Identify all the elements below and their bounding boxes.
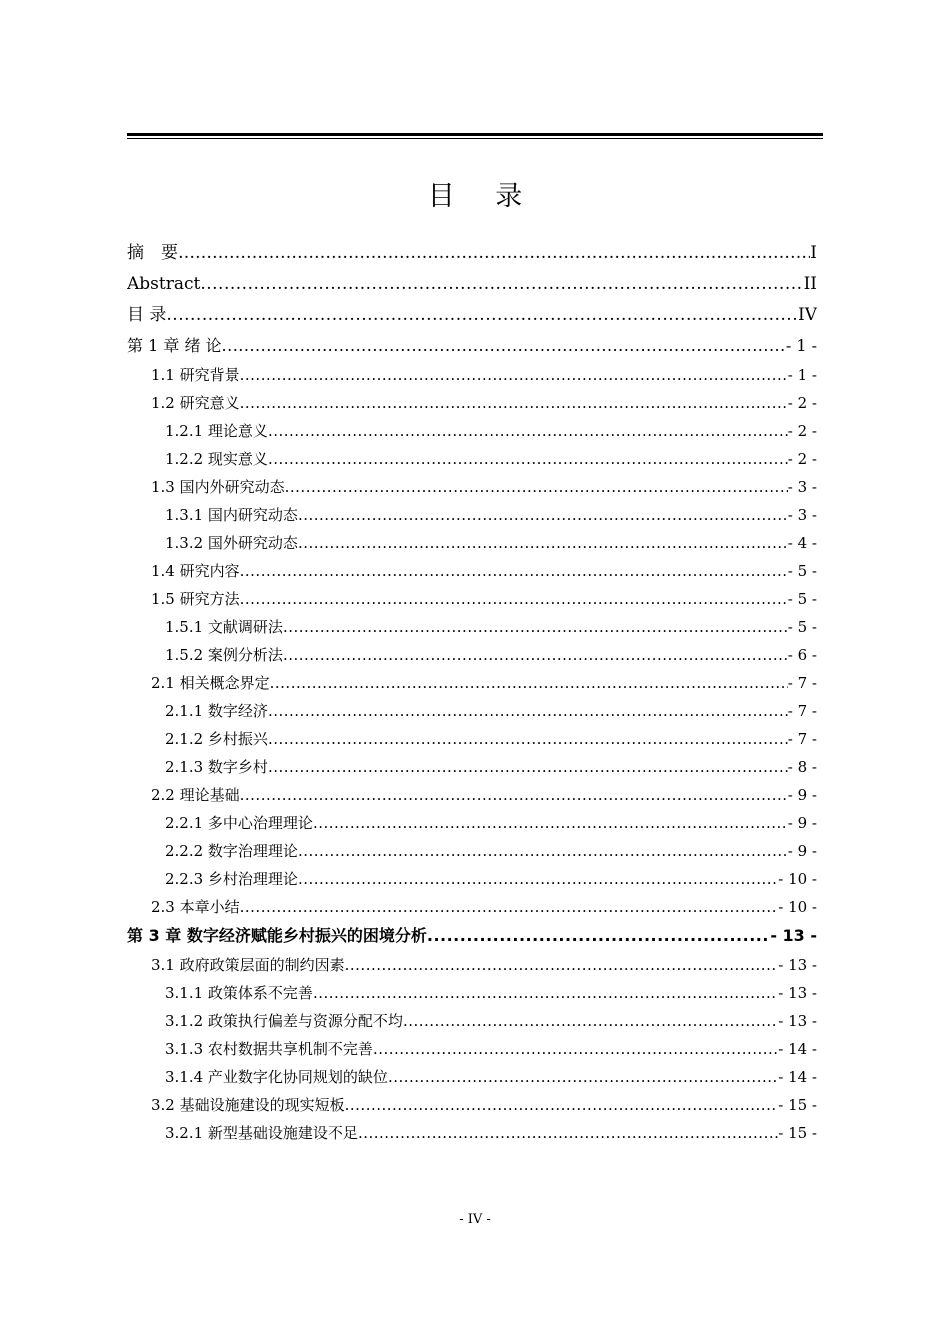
toc-leader	[283, 613, 788, 641]
toc-entry-label: 2.1 相关概念界定	[151, 674, 270, 692]
toc-entry-page: II	[803, 274, 817, 294]
toc-entry-label: 2.2.2 数字治理理论	[165, 842, 298, 860]
toc-entry-label: 1.5.2 案例分析法	[165, 646, 283, 664]
toc-entry-label: 第 3 章 数字经济赋能乡村振兴的困境分析	[127, 926, 427, 945]
toc-leader	[270, 669, 788, 697]
toc-entry-label: 1.2.2 现实意义	[165, 450, 268, 468]
toc-entry-label: 1.1 研究背景	[151, 366, 240, 384]
toc-entry-contents[interactable]	[127, 300, 817, 331]
toc-entry-1-4[interactable]	[127, 557, 817, 585]
toc-entry-label: 1.3.2 国外研究动态	[165, 534, 298, 552]
toc-entry-1-5[interactable]	[127, 585, 817, 613]
toc-entry-page: - 10 -	[778, 898, 817, 916]
toc-entry-label: 2.2.3 乡村治理理论	[165, 870, 298, 888]
toc-entry-page: - 3 -	[787, 478, 817, 496]
toc-entry-3-1-1[interactable]	[127, 979, 817, 1007]
toc-leader	[388, 1063, 778, 1091]
toc-entry-page: - 13 -	[778, 1012, 817, 1030]
toc-leader	[283, 641, 788, 669]
toc-entry-label: 第 1 章 绪 论	[127, 336, 222, 355]
toc-entry-1-2-1[interactable]	[127, 417, 817, 445]
toc-entry-3-1-3[interactable]	[127, 1035, 817, 1063]
toc-entry-3-1-2[interactable]	[127, 1007, 817, 1035]
toc-entry-label: 3.1.4 产业数字化协同规划的缺位	[165, 1068, 388, 1086]
toc-entry-page: - 7 -	[787, 730, 817, 748]
toc-leader	[240, 557, 788, 585]
toc-entry-label: 2.3 本章小结	[151, 898, 240, 916]
toc-entry-2-1-2[interactable]	[127, 725, 817, 753]
toc-entry-chapter-3[interactable]	[127, 921, 817, 951]
toc-leader	[298, 501, 788, 529]
toc-entry-1-5-2[interactable]	[127, 641, 817, 669]
toc-entry-page: - 15 -	[778, 1096, 817, 1114]
toc-entry-2-2-2[interactable]	[127, 837, 817, 865]
toc-leader	[240, 781, 788, 809]
toc-entry-page: - 7 -	[787, 702, 817, 720]
toc-entry-label: 1.3 国内外研究动态	[151, 478, 285, 496]
toc-entry-page: - 9 -	[787, 842, 817, 860]
toc-leader	[240, 389, 788, 417]
toc-entry-label: 3.1 政府政策层面的制约因素	[151, 956, 345, 974]
toc-entry-page: - 14 -	[778, 1068, 817, 1086]
toc-entry-page: IV	[798, 305, 817, 325]
toc-entry-label: 3.2.1 新型基础设施建设不足	[165, 1124, 358, 1142]
toc-entry-3-2[interactable]	[127, 1091, 817, 1119]
toc-leader	[285, 473, 788, 501]
page-footer-number: - IV -	[459, 1212, 491, 1227]
toc-leader	[298, 865, 778, 893]
toc-entry-page: - 9 -	[787, 786, 817, 804]
toc-entry-page: - 10 -	[778, 870, 817, 888]
toc-entry-page: - 15 -	[778, 1124, 817, 1142]
toc-entry-page: - 6 -	[787, 646, 817, 664]
toc-entry-2-1-1[interactable]	[127, 697, 817, 725]
toc-entry-label: 3.1.3 农村数据共享机制不完善	[165, 1040, 373, 1058]
toc-entry-2-3[interactable]	[127, 893, 817, 921]
toc-entry-page: - 14 -	[778, 1040, 817, 1058]
toc-entry-label: 目 录	[127, 305, 167, 325]
toc-entry-2-2-1[interactable]	[127, 809, 817, 837]
toc-entry-page: - 9 -	[787, 814, 817, 832]
toc-leader	[268, 753, 788, 781]
toc-leader	[345, 951, 779, 979]
toc-entry-page: - 5 -	[787, 562, 817, 580]
toc-entry-label: 摘 要	[127, 243, 178, 263]
toc-entry-label: 1.5 研究方法	[151, 590, 240, 608]
toc-entry-label: 2.1.3 数字乡村	[165, 758, 268, 776]
toc-entry-label: 3.1.1 政策体系不完善	[165, 984, 313, 1002]
toc-entry-abstract-en[interactable]	[127, 269, 817, 300]
toc-entry-page: - 5 -	[787, 618, 817, 636]
toc-entry-label: Abstract	[127, 274, 201, 294]
toc-entry-page: - 5 -	[787, 590, 817, 608]
toc-entry-page: - 13 -	[778, 984, 817, 1002]
toc-entry-2-2[interactable]	[127, 781, 817, 809]
header-rule-thick	[127, 133, 823, 136]
toc-entry-2-1-3[interactable]	[127, 753, 817, 781]
toc-entry-label: 2.1.2 乡村振兴	[165, 730, 268, 748]
toc-leader	[200, 269, 803, 300]
toc-entry-page: - 7 -	[787, 674, 817, 692]
toc-leader	[222, 331, 786, 361]
toc-entry-page: - 2 -	[787, 450, 817, 468]
toc-leader	[313, 809, 788, 837]
toc-entry-page: - 2 -	[787, 422, 817, 440]
toc-leader	[240, 585, 788, 613]
toc-entry-3-1[interactable]	[127, 951, 817, 979]
toc-leader	[345, 1091, 779, 1119]
toc-entry-1-5-1[interactable]	[127, 613, 817, 641]
toc-entry-page: - 13 -	[770, 926, 817, 945]
toc-entry-1-3-1[interactable]	[127, 501, 817, 529]
toc-entry-label: 2.2.1 多中心治理理论	[165, 814, 313, 832]
toc-entry-1-3-2[interactable]	[127, 529, 817, 557]
toc-entry-page: - 1 -	[785, 336, 817, 355]
toc-leader	[268, 697, 788, 725]
toc-entry-label: 2.2 理论基础	[151, 786, 240, 804]
toc-leader	[268, 725, 788, 753]
toc-entry-label: 1.5.1 文献调研法	[165, 618, 283, 636]
toc-entry-page: - 13 -	[778, 956, 817, 974]
toc-leader	[298, 837, 788, 865]
toc-entry-label: 1.2.1 理论意义	[165, 422, 268, 440]
toc-leader	[166, 300, 798, 331]
toc-entry-page: I	[810, 243, 817, 263]
toc-leader	[427, 921, 770, 951]
toc-leader	[178, 238, 810, 269]
header-rule-thin	[127, 138, 823, 139]
toc-entry-page: - 1 -	[787, 366, 817, 384]
toc-leader	[298, 529, 788, 557]
toc-entry-label: 1.2 研究意义	[151, 394, 240, 412]
toc-entry-3-2-1[interactable]	[127, 1119, 817, 1147]
toc-entry-2-1[interactable]	[127, 669, 817, 697]
toc-entry-1-2-2[interactable]	[127, 445, 817, 473]
toc-leader	[268, 417, 788, 445]
page-title: 目 录	[427, 181, 539, 212]
toc-entry-1-1[interactable]	[127, 361, 817, 389]
toc-entry-label: 1.4 研究内容	[151, 562, 240, 580]
toc-leader	[358, 1119, 778, 1147]
toc-entry-chapter-1[interactable]	[127, 331, 817, 361]
toc-entry-label: 3.2 基础设施建设的现实短板	[151, 1096, 345, 1114]
toc-entry-page: - 8 -	[787, 758, 817, 776]
toc-leader	[373, 1035, 778, 1063]
toc-leader	[403, 1007, 778, 1035]
toc-entry-3-1-4[interactable]	[127, 1063, 817, 1091]
toc-entry-abstract-cn[interactable]	[127, 238, 817, 269]
toc-entry-label: 1.3.1 国内研究动态	[165, 506, 298, 524]
toc-leader	[240, 893, 779, 921]
table-of-contents	[127, 238, 817, 1147]
toc-entry-page: - 4 -	[787, 534, 817, 552]
toc-entry-page: - 2 -	[787, 394, 817, 412]
toc-entry-label: 2.1.1 数字经济	[165, 702, 268, 720]
toc-entry-1-3[interactable]	[127, 473, 817, 501]
toc-leader	[240, 361, 788, 389]
toc-entry-1-2[interactable]	[127, 389, 817, 417]
toc-leader	[313, 979, 778, 1007]
toc-entry-2-2-3[interactable]	[127, 865, 817, 893]
toc-entry-page: - 3 -	[787, 506, 817, 524]
toc-entry-label: 3.1.2 政策执行偏差与资源分配不均	[165, 1012, 403, 1030]
toc-leader	[268, 445, 788, 473]
